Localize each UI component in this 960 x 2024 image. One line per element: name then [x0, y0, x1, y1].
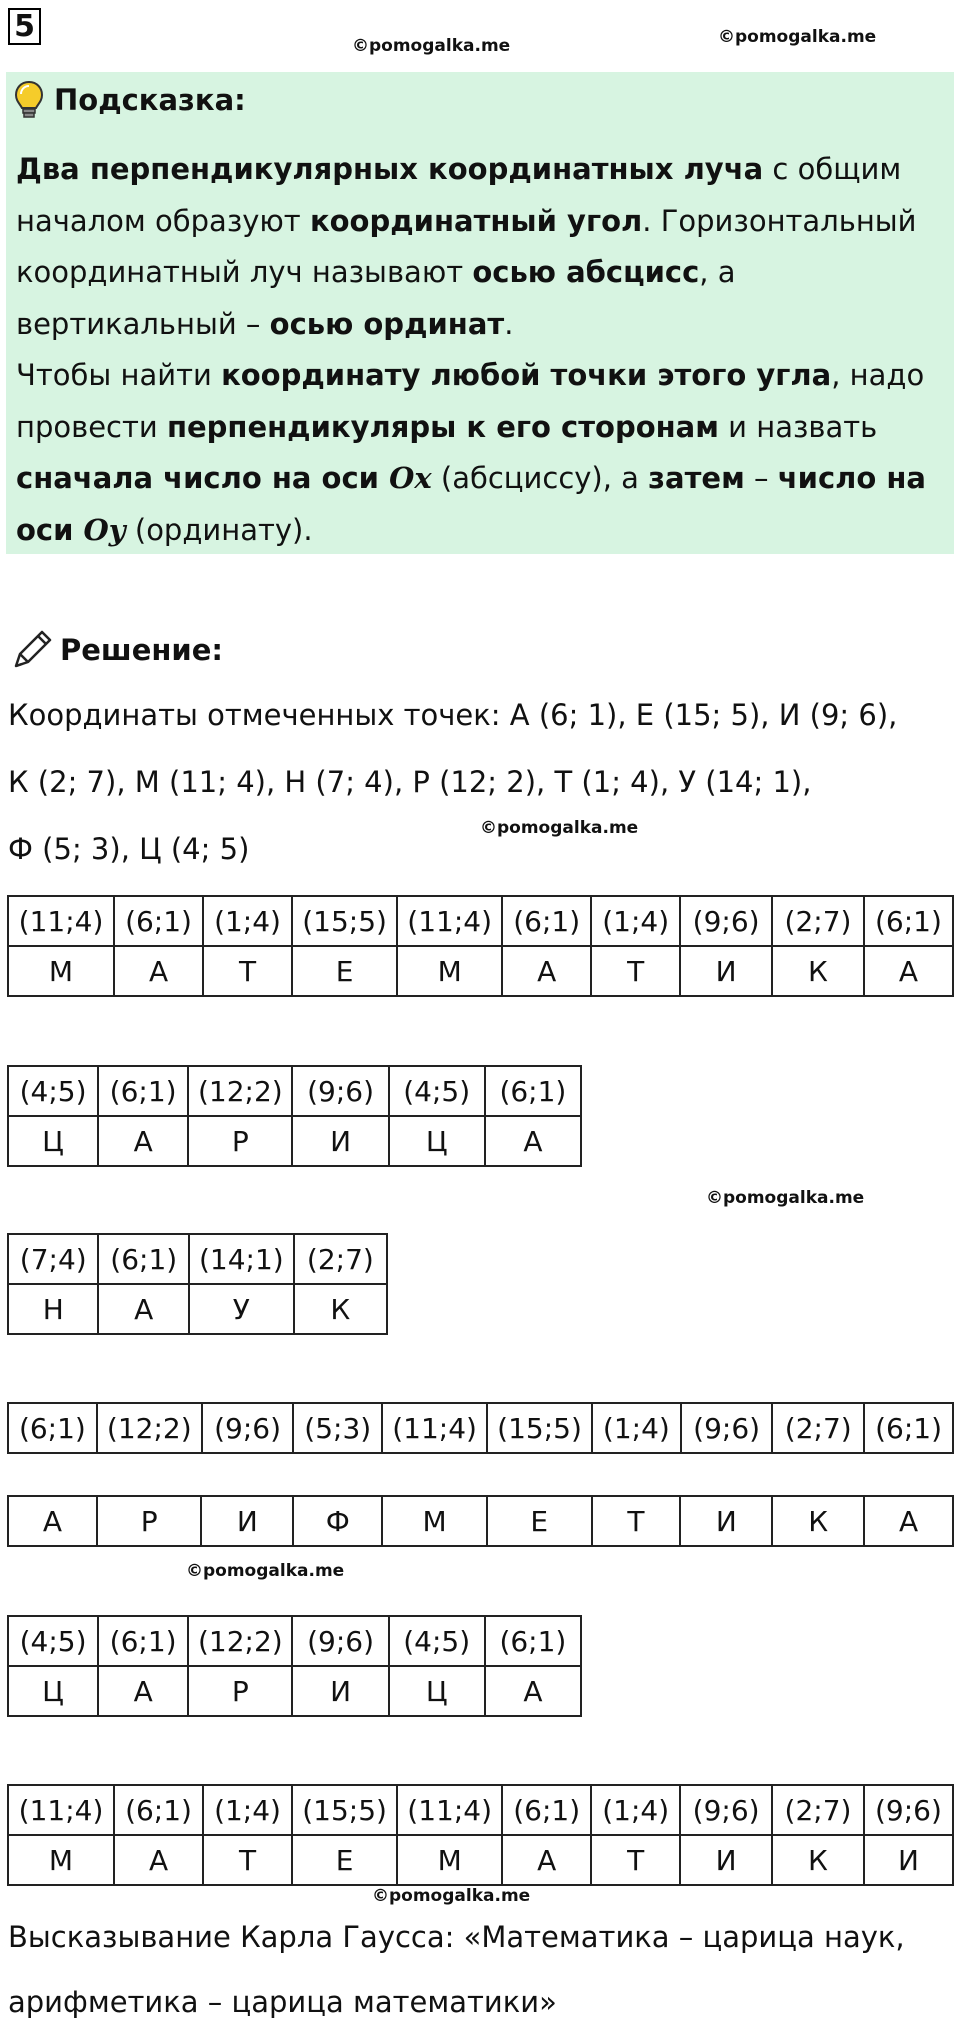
watermark: ©pomogalka.me: [372, 1886, 531, 1906]
letter-cell: К: [772, 1835, 864, 1885]
coord-cell: (2;7): [772, 896, 864, 946]
hint-bold: затем: [648, 461, 745, 495]
coord-cell: (2;7): [294, 1234, 387, 1284]
coord-cell: (1;4): [203, 896, 292, 946]
coord-cell: (15;5): [292, 1785, 397, 1835]
coord-cell: (1;4): [592, 1403, 681, 1453]
letter-cell: Т: [203, 946, 292, 996]
coord-cell: (12;2): [97, 1403, 202, 1453]
coord-cell: (6;1): [98, 1066, 188, 1116]
solution-line: Координаты отмеченных точек: А (6; 1), Е (15; 5), И (9; 6),: [8, 698, 898, 732]
letter-cell: И: [292, 1116, 388, 1166]
coord-cell: (6;1): [502, 896, 591, 946]
solution-line: Ф (5; 3), Ц (4; 5): [8, 832, 250, 866]
letter-cell: М: [397, 946, 502, 996]
hint-bold: сначала число на оси: [16, 461, 390, 495]
letter-cell: А: [8, 1496, 97, 1546]
cipher-table: [7, 1784, 954, 1886]
letter-cell: А: [864, 1496, 953, 1546]
solution-title: [10, 628, 223, 672]
cipher-table: [7, 1495, 954, 1547]
coords-row: [8, 1234, 387, 1284]
letters-row: [8, 1666, 581, 1716]
letter-cell: И: [680, 1496, 772, 1546]
letter-cell: А: [502, 1835, 591, 1885]
coords-row: [8, 896, 953, 946]
coord-cell: (9;6): [680, 896, 772, 946]
coord-cell: (4;5): [8, 1066, 98, 1116]
pencil-icon: [10, 628, 54, 672]
coord-cell: (4;5): [8, 1616, 98, 1666]
cipher-table: [7, 1615, 582, 1717]
letter-cell: Т: [592, 1496, 681, 1546]
hint-text: . Горизонтальный координатный луч называют: [16, 203, 917, 289]
letter-cell: Ц: [389, 1666, 485, 1716]
letter-cell: К: [772, 1496, 864, 1546]
coord-cell: (15;5): [487, 1403, 592, 1453]
letters-row: [8, 1116, 581, 1166]
coord-cell: (2;7): [772, 1403, 864, 1453]
watermark: ©pomogalka.me: [706, 1188, 865, 1208]
watermark: ©pomogalka.me: [352, 36, 511, 56]
letter-cell: Е: [487, 1496, 592, 1546]
hint-text: , надо провести: [16, 358, 925, 444]
coord-cell: (6;1): [502, 1785, 591, 1835]
hint-body: [16, 144, 946, 556]
coord-cell: (9;6): [292, 1066, 388, 1116]
hint-text: (ординату).: [125, 512, 313, 547]
coord-cell: (1;4): [591, 1785, 680, 1835]
coord-cell: (1;4): [591, 896, 680, 946]
hint-text: с общим началом образуют: [16, 152, 902, 238]
hint-bold: осью абсцисс: [472, 255, 700, 289]
letter-cell: Н: [8, 1284, 98, 1334]
coord-cell: (1;4): [203, 1785, 292, 1835]
letter-cell: А: [485, 1116, 581, 1166]
coords-row: [8, 1616, 581, 1666]
coord-cell: (6;1): [8, 1403, 97, 1453]
letter-cell: А: [98, 1116, 188, 1166]
letter-cell: Ф: [293, 1496, 382, 1546]
coord-cell: (6;1): [485, 1616, 581, 1666]
letter-cell: Т: [591, 946, 680, 996]
coord-cell: (12;2): [188, 1616, 292, 1666]
coord-cell: (6;1): [114, 896, 203, 946]
hint-bold: координату любой точки этого угла: [221, 358, 832, 392]
letter-cell: А: [864, 946, 953, 996]
letter-cell: М: [397, 1835, 502, 1885]
letter-cell: И: [864, 1835, 953, 1885]
axis-ox: Ox: [389, 461, 432, 495]
letter-cell: А: [502, 946, 591, 996]
letter-cell: Ц: [389, 1116, 485, 1166]
solution-line: К (2; 7), М (11; 4), Н (7; 4), Р (12; 2), Т (1; 4), У (14; 1),: [8, 765, 812, 799]
solution-title-text: Решение:: [60, 633, 224, 667]
coord-cell: (6;1): [98, 1234, 188, 1284]
hint-text: и назвать: [718, 409, 878, 444]
letter-cell: М: [382, 1496, 487, 1546]
letter-cell: Т: [591, 1835, 680, 1885]
hint-title-text: Подсказка:: [54, 83, 246, 117]
letter-cell: Е: [292, 1835, 397, 1885]
coords-row: [8, 1785, 953, 1835]
coord-cell: (9;6): [292, 1616, 388, 1666]
letter-cell: А: [485, 1666, 581, 1716]
coord-cell: (2;7): [772, 1785, 864, 1835]
hint-text: (абсциссу), а: [431, 461, 649, 495]
hint-bold: перпендикуляры к его сторонам: [166, 409, 719, 444]
letter-cell: Т: [203, 1835, 292, 1885]
coord-cell: (15;5): [292, 896, 397, 946]
letter-cell: Ц: [8, 1666, 98, 1716]
letter-cell: Е: [292, 946, 397, 996]
coord-cell: (11;4): [8, 896, 114, 946]
hint-text: , а вертикальный –: [16, 255, 736, 341]
coord-cell: (6;1): [864, 1403, 953, 1453]
letter-cell: И: [201, 1496, 293, 1546]
letter-cell: Р: [97, 1496, 202, 1546]
coord-cell: (6;1): [114, 1785, 203, 1835]
coord-cell: (9;6): [681, 1403, 773, 1453]
quote-line: арифметика – царица математики»: [8, 1985, 557, 2019]
coord-cell: (9;6): [202, 1403, 294, 1453]
hint-text: Чтобы найти: [16, 358, 222, 392]
coord-cell: (9;6): [680, 1785, 772, 1835]
letters-row: [8, 1496, 953, 1546]
hint-title: [14, 80, 246, 120]
hint-bold: число на оси: [16, 461, 927, 547]
coord-cell: (4;5): [389, 1616, 485, 1666]
letter-cell: И: [680, 946, 772, 996]
coord-cell: (11;4): [397, 1785, 502, 1835]
coords-row: [8, 1403, 953, 1453]
coord-cell: (12;2): [188, 1066, 292, 1116]
letters-row: [8, 1284, 387, 1334]
letter-cell: А: [98, 1666, 188, 1716]
hint-bold: осью ординат: [269, 306, 505, 341]
watermark: ©pomogalka.me: [718, 27, 877, 47]
letters-row: [8, 1835, 953, 1885]
letter-cell: Р: [188, 1666, 292, 1716]
coord-cell: (11;4): [8, 1785, 114, 1835]
watermark: ©pomogalka.me: [186, 1561, 345, 1581]
letter-cell: А: [114, 946, 203, 996]
cipher-table: [7, 1402, 954, 1454]
coord-cell: (4;5): [389, 1066, 485, 1116]
coord-cell: (7;4): [8, 1234, 98, 1284]
watermark: ©pomogalka.me: [480, 818, 639, 838]
letter-cell: Ц: [8, 1116, 98, 1166]
coord-cell: (14;1): [189, 1234, 294, 1284]
coord-cell: (6;1): [485, 1066, 581, 1116]
hint-text: –: [744, 461, 778, 495]
coord-cell: (11;4): [382, 1403, 487, 1453]
letter-cell: Р: [188, 1116, 292, 1166]
letter-cell: У: [189, 1284, 294, 1334]
coord-cell: (5;3): [293, 1403, 382, 1453]
letter-cell: И: [292, 1666, 388, 1716]
letter-cell: М: [8, 946, 114, 996]
letter-cell: К: [294, 1284, 387, 1334]
cipher-table: [7, 1233, 388, 1335]
letter-cell: И: [680, 1835, 772, 1885]
hint-bold: координатный угол: [309, 203, 643, 238]
axis-oy: Oy: [83, 512, 126, 547]
quote-line: Высказывание Карла Гаусса: «Математика – царица наук,: [8, 1920, 905, 1954]
letters-row: [8, 946, 953, 996]
letter-cell: М: [8, 1835, 114, 1885]
hint-text: .: [504, 306, 514, 341]
cipher-table: [7, 895, 954, 997]
letter-cell: А: [98, 1284, 188, 1334]
letter-cell: А: [114, 1835, 203, 1885]
lightbulb-icon: [14, 80, 44, 120]
letter-cell: К: [772, 946, 864, 996]
coords-row: [8, 1066, 581, 1116]
coord-cell: (11;4): [397, 896, 502, 946]
task-number: 5: [8, 8, 41, 45]
coord-cell: (6;1): [864, 896, 953, 946]
coord-cell: (9;6): [864, 1785, 953, 1835]
cipher-table: [7, 1065, 582, 1167]
coord-cell: (6;1): [98, 1616, 188, 1666]
hint-bold: Два перпендикулярных координатных луча: [16, 152, 764, 186]
